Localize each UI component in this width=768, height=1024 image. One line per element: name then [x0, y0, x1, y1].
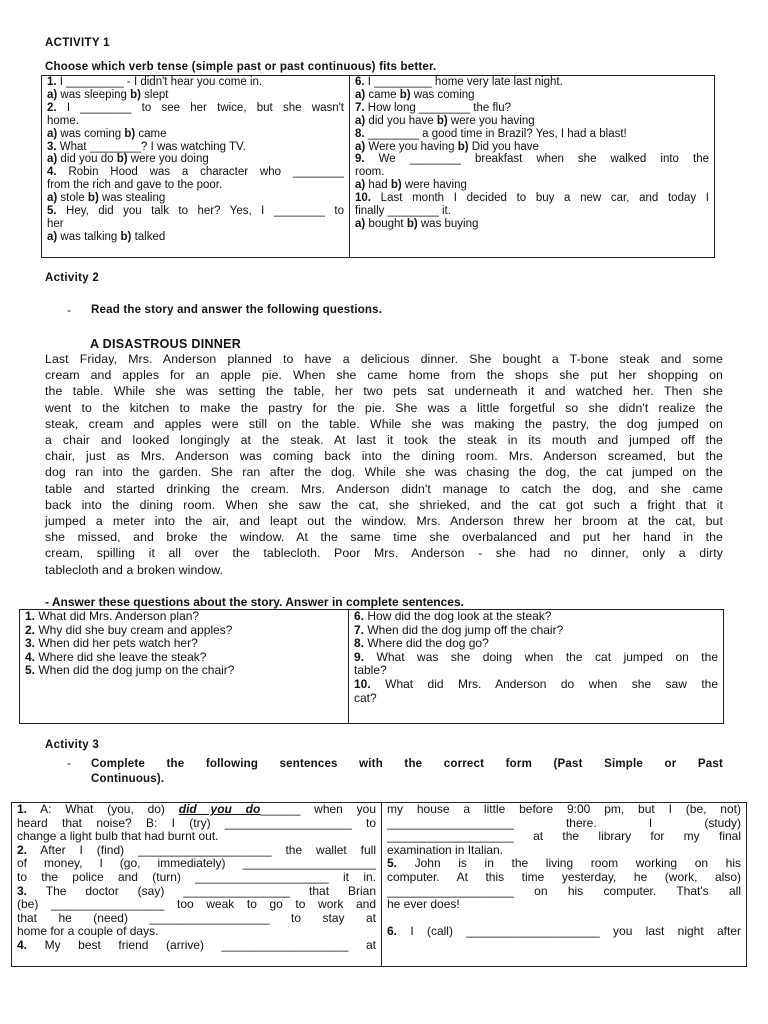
activity1-heading: ACTIVITY 1	[45, 37, 110, 49]
item-number: a)	[355, 179, 366, 192]
activity1-left-line	[47, 166, 344, 179]
item-number: 1.	[47, 76, 57, 88]
activity3-instruction-line2: Continuous).	[91, 773, 165, 785]
activity3-left-line	[17, 817, 376, 831]
item-text: When did the dog jump on the chair?	[35, 664, 235, 678]
question-left-line	[25, 651, 343, 665]
story-line: cream, spilling it all over the tablecloth. Poor Mrs. Anderson - she had no dinner, only a dirty	[45, 546, 723, 561]
activity1-left-line	[47, 102, 344, 115]
item-number: 1.	[25, 610, 36, 623]
item-text: did you do	[57, 153, 117, 166]
item-text: did you have	[365, 114, 437, 127]
item-number: 6.	[355, 76, 365, 88]
activity3-left-line	[17, 939, 376, 953]
activity1-right-line	[355, 192, 709, 205]
story-line: cream and apples for an apple pie. When she came home from the shops she put her shopping on	[45, 368, 723, 383]
item-text: were you doing	[127, 153, 209, 166]
activity1-left-line	[47, 153, 344, 166]
item-text: came	[135, 127, 167, 140]
item-text: Why did she buy cream and apples?	[35, 623, 233, 637]
item-text: John is in the living room working on his	[397, 857, 741, 871]
item-text: home for a couple of days.	[17, 925, 159, 939]
activity1-right-line	[355, 205, 709, 218]
question-right-line	[354, 624, 718, 638]
item-number: 3.	[47, 140, 57, 153]
story-line: a chair and looked longingly at the steak. At last it took the steak in its mouth and jumped off the	[45, 433, 723, 448]
activity1-right-line	[355, 141, 709, 154]
item-number: b)	[406, 217, 418, 230]
item-text: had	[365, 179, 391, 192]
activity3-left-line	[17, 925, 376, 939]
item-text: What did Mrs. Anderson do when she saw the	[370, 677, 718, 691]
item-text: I (call) ____________________ you last night after	[397, 925, 741, 939]
activity1-right-line	[355, 76, 709, 89]
activity3-right-line	[387, 912, 741, 926]
activity3-right-line	[387, 817, 741, 831]
item-number: 2.	[17, 843, 28, 857]
activity1-left-cell	[42, 76, 350, 258]
item-number: 6.	[354, 610, 365, 623]
item-number: a)	[355, 88, 366, 101]
story-line: jumped a meter into the air, and leapt out the window. Mrs. Anderson threw her broom at the cat, but	[45, 514, 723, 529]
activity3-left-items	[17, 803, 376, 953]
item-number: b)	[116, 153, 128, 166]
activity3-right-line	[387, 885, 741, 899]
story-line: table and started drinking the cream. Mrs. Anderson didn't manage to catch the dog, and she came	[45, 481, 723, 496]
activity1-left-line	[47, 205, 344, 218]
item-number: 3.	[25, 637, 36, 651]
item-number: 4.	[25, 650, 36, 664]
story-line: Last Friday, Mrs. Anderson planned to have a delicious dinner. She bought a T-bone steak and some	[45, 352, 723, 366]
item-text: of money, I (go, immediately) ____________________	[17, 857, 376, 871]
activity1-left-line	[47, 231, 344, 244]
item-text: After I (find) ____________________ the wallet full	[27, 843, 376, 857]
item-number: b)	[399, 88, 411, 101]
item-number: a)	[355, 140, 366, 153]
item-text: he ever does!	[387, 898, 460, 912]
question-right-line	[354, 610, 718, 624]
item-text: ________ a good time in Brazil? Yes, I had a blast!	[364, 127, 627, 140]
activity3-dash: -	[67, 756, 71, 770]
item-text: was buying	[417, 217, 479, 230]
item-text: (be) _________________ too weak to go to work and	[17, 898, 376, 912]
questions-left-items	[25, 610, 343, 678]
activity1-instruction: Choose which verb tense (simple past or past continuous) fits better.	[45, 61, 437, 73]
activity3-right-line	[387, 898, 741, 912]
item-number: 8.	[354, 637, 365, 651]
item-text: ___________________ on his computer. That's all	[387, 884, 741, 898]
item-text: What did Mrs. Anderson plan?	[35, 610, 200, 623]
story-line: chair, just as Mrs. Anderson was coming back into the dining room. Mrs. Anderson screamed, but the	[45, 449, 723, 464]
item-text: When did her pets watch her?	[35, 637, 198, 651]
story-line: dog ran into the garden. She ran after the dog. While she was chasing the dog, the cat jumped on the	[45, 465, 723, 480]
story-line: went to the kitchen to make the pastry for the pie. She was a little forgetful so she didn't realize the	[45, 400, 723, 415]
item-text: computer. At this time yesterday, he (work, also)	[387, 870, 741, 884]
item-text: from the rich and gave to the poor.	[47, 179, 223, 192]
item-text: I _________ - I didn't hear you come in.	[56, 76, 263, 88]
item-text: were you having	[447, 114, 535, 127]
questions-instruction: - Answer these questions about the story. Answer in complete sentences.	[45, 595, 464, 609]
activity3-right-cell	[382, 803, 747, 967]
item-text: I ________ to see her twice, but she wasn't	[56, 101, 344, 114]
activity1-right-line	[355, 153, 709, 166]
activity1-left-line	[47, 128, 344, 141]
activity3-left-line	[17, 912, 376, 926]
item-text: How did the dog look at the steak?	[364, 610, 552, 623]
question-right-line	[354, 651, 718, 665]
item-text: finally ________ it.	[355, 205, 451, 218]
item-number: 9.	[354, 650, 365, 664]
item-number: 10.	[354, 677, 371, 691]
item-text: ___________________ there. I (study)	[387, 816, 741, 830]
story-line: she missed, and broke the window. At the same time she overbalanced and put her hand in the	[45, 530, 723, 545]
activity1-left-line	[47, 192, 344, 205]
activity1-left-line	[47, 141, 344, 154]
activity3-table	[11, 802, 747, 967]
item-number: b)	[124, 127, 136, 140]
item-text: was sleeping	[57, 88, 131, 101]
item-text: were having	[401, 179, 467, 192]
item-number: b)	[87, 192, 99, 205]
story-line: the table. While she was setting the table, her two pets sat underneath it and watched her. Then she	[45, 384, 723, 399]
activity1-left-items	[47, 76, 344, 244]
item-text: What was she doing when the cat jumped on the	[364, 650, 718, 664]
item-text: My best friend (arrive) ___________________ at	[27, 938, 376, 952]
item-number: b)	[120, 230, 132, 243]
story-line: back into the dining room. When she saw the cat, she shrieked, and the cat got such a fright that it	[45, 497, 723, 512]
activity3-right-line	[387, 871, 741, 885]
item-text: examination in Italian.	[387, 843, 504, 857]
item-text: A: What (you, do)	[27, 803, 179, 816]
item-number: 6.	[387, 925, 398, 939]
activity3-instruction	[91, 757, 723, 787]
activity2-instruction: Read the story and answer the following questions.	[91, 304, 383, 316]
activity3-left-line	[17, 871, 376, 885]
item-text: Did you have	[468, 140, 539, 153]
item-text: bought	[365, 217, 407, 230]
activity3-right-line	[387, 925, 741, 939]
questions-left-cell	[20, 610, 349, 724]
activity2-heading: Activity 2	[45, 272, 100, 284]
item-text: to the police and (turn) ____________________ it in.	[17, 870, 376, 884]
question-right-line	[354, 692, 718, 706]
question-left-line	[25, 610, 343, 624]
item-number: a)	[47, 230, 58, 243]
story-line: tablecloth and a broken window.	[45, 562, 224, 577]
item-text: Where did she leave the steak?	[35, 650, 207, 664]
activity1-right-line	[355, 218, 709, 231]
item-number: 7.	[355, 101, 365, 114]
activity1-table	[41, 75, 715, 258]
item-number: 8.	[355, 127, 365, 140]
item-text: was coming	[410, 88, 475, 101]
item-number: b)	[436, 114, 448, 127]
item-text: came	[365, 88, 400, 101]
item-text: Last month I decided to buy a new car, and today I	[371, 192, 709, 205]
activity1-left-line	[47, 76, 344, 89]
question-right-line	[354, 678, 718, 692]
item-text: that he (need) __________________ to stay at	[17, 911, 376, 925]
item-text: When did the dog jump off the chair?	[364, 623, 564, 637]
item-text: Hey, did you talk to her? Yes, I ________ to	[56, 205, 344, 218]
activity3-left-line	[17, 844, 376, 858]
activity3-right-line	[387, 844, 741, 858]
activity3-right-items	[387, 803, 741, 939]
activity1-left-line	[47, 218, 344, 231]
item-number: a)	[47, 88, 58, 101]
activity1-right-line	[355, 115, 709, 128]
activity3-left-line	[17, 803, 376, 817]
activity1-left-line	[47, 115, 344, 128]
item-number: 7.	[354, 623, 365, 637]
questions-right-items	[354, 610, 718, 705]
question-right-line	[354, 664, 718, 678]
item-number: a)	[355, 114, 366, 127]
item-number: a)	[47, 153, 58, 166]
item-text: her	[47, 217, 64, 230]
activity3-heading: Activity 3	[45, 739, 100, 751]
item-number: a)	[47, 192, 58, 205]
question-left-line	[25, 637, 343, 651]
item-text: room.	[355, 166, 385, 179]
item-number: 4.	[17, 938, 28, 952]
activity2-questions-table	[19, 609, 724, 724]
item-number: a)	[355, 217, 366, 230]
item-text: ___________________ at the library for my final	[387, 830, 741, 844]
question-left-line	[25, 624, 343, 638]
activity1-left-line	[47, 89, 344, 102]
activity3-left-cell	[12, 803, 382, 967]
activity1-left-line	[47, 179, 344, 192]
item-text: table?	[354, 664, 387, 678]
activity3-left-line	[17, 885, 376, 899]
item-text: talked	[131, 230, 166, 243]
story-line: steak, cream and apples were still on the table. While she was making the pastry, the dog jumped on	[45, 416, 723, 431]
item-number: 1.	[17, 803, 28, 816]
item-number: 2.	[25, 623, 36, 637]
item-number: 5.	[47, 205, 57, 218]
activity3-left-line	[17, 857, 376, 871]
item-text: stole	[57, 192, 88, 205]
activity3-right-line	[387, 803, 741, 817]
item-text: We ________ breakfast when she walked into the	[364, 153, 709, 166]
example-answer: did you do	[178, 803, 261, 816]
activity1-right-items	[355, 76, 709, 231]
item-text: was coming	[57, 127, 125, 140]
activity3-instruction-line1: Complete the following sentences with the correct form (Past Simple or Past	[91, 758, 723, 770]
item-number: 5.	[25, 664, 36, 678]
item-number: 10.	[355, 192, 371, 205]
activity1-right-line	[355, 166, 709, 179]
item-text: was talking	[57, 230, 121, 243]
story-title: A DISASTROUS DINNER	[90, 337, 242, 351]
item-text: my house a little before 9:00 pm, but I (be, not)	[387, 803, 741, 816]
item-text: change a light bulb that had burnt out.	[17, 830, 219, 844]
item-text: Where did the dog go?	[364, 637, 489, 651]
story-text	[45, 351, 723, 578]
activity1-right-line	[355, 102, 709, 115]
activity3-left-line	[17, 898, 376, 912]
activity1-right-line	[355, 179, 709, 192]
item-text: cat?	[354, 691, 377, 705]
item-text: home.	[47, 114, 79, 127]
activity3-right-line	[387, 830, 741, 844]
item-text: Robin Hood was a character who ________	[56, 166, 344, 179]
activity1-right-cell	[350, 76, 715, 258]
item-text: ______ when you	[260, 803, 376, 816]
item-number: 4.	[47, 166, 57, 179]
activity3-right-line	[387, 857, 741, 871]
item-number: 5.	[387, 857, 398, 871]
item-text: The doctor (say) ________________ that Brian	[27, 884, 376, 898]
item-number: b)	[390, 179, 402, 192]
activity3-left-line	[17, 830, 376, 844]
item-text: slept	[140, 88, 169, 101]
item-number: b)	[130, 88, 141, 101]
item-number: 3.	[17, 884, 28, 898]
item-number: 2.	[47, 101, 57, 114]
questions-right-cell	[349, 610, 724, 724]
item-number: b)	[457, 140, 469, 153]
item-number: a)	[47, 127, 58, 140]
item-text: Were you having	[365, 140, 458, 153]
activity1-right-line	[355, 89, 709, 102]
item-number: 9.	[355, 153, 365, 166]
item-text: What ________? I was watching TV.	[56, 140, 246, 153]
activity1-right-line	[355, 128, 709, 141]
question-left-line	[25, 664, 343, 678]
question-right-line	[354, 637, 718, 651]
item-text: I _________ home very late last night.	[364, 76, 563, 88]
activity2-dash: -	[67, 303, 71, 317]
item-text: was stealing	[98, 192, 166, 205]
item-text: How long ________ the flu?	[364, 101, 512, 114]
item-text: heard that noise? B: I (try) ___________________ to	[17, 816, 376, 830]
